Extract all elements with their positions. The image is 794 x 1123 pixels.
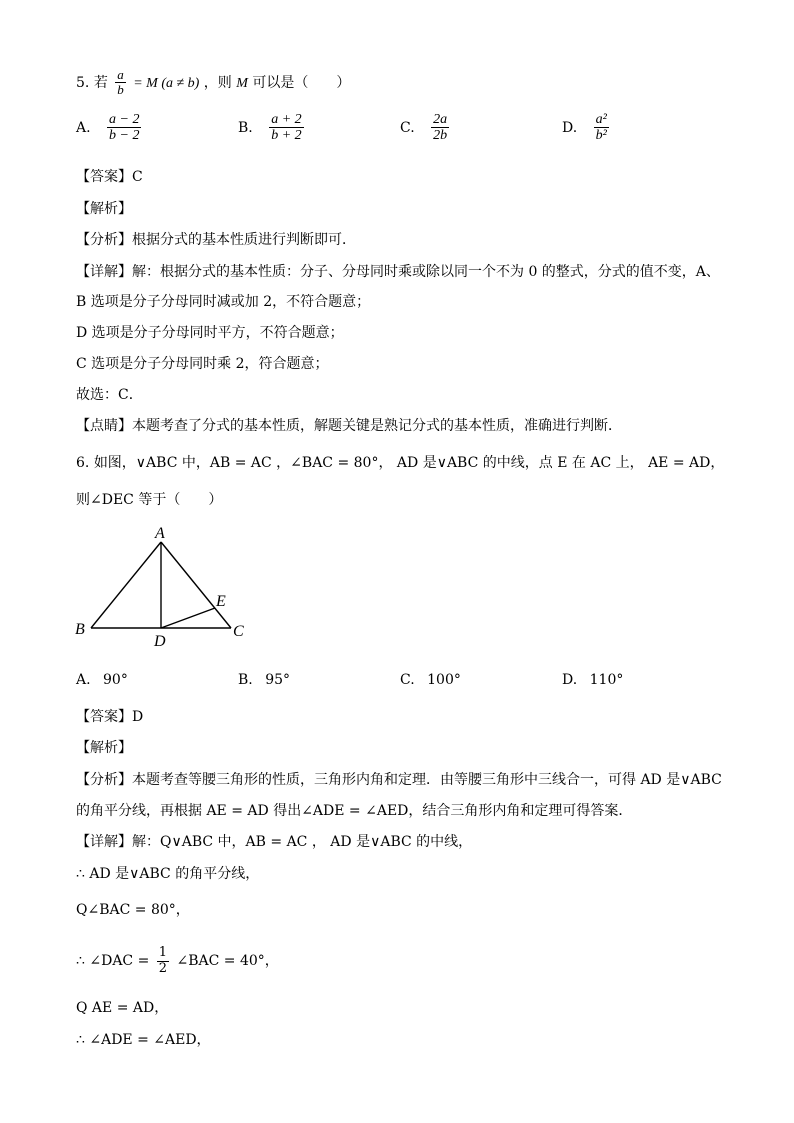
- q5-option-a-frac: [107, 112, 141, 144]
- label-d: D: [154, 633, 166, 650]
- q6-xiangjie-line4-frac-den: 2: [158, 960, 168, 976]
- q6-xiangjie-4: [76, 943, 279, 979]
- q5-option-b-den: b + 2: [271, 128, 302, 144]
- q5-xiangjie-5: 故选：C．: [76, 387, 143, 403]
- q5-option-d[interactable]: [562, 112, 612, 144]
- q6-fenxi-1: [76, 770, 722, 790]
- q5-stem: [76, 67, 351, 98]
- q5-option-b-num: a + 2: [271, 112, 302, 127]
- q6-xiangjie-tag: 【详解】: [76, 834, 132, 850]
- q6-option-c-value: 100°: [427, 672, 461, 688]
- q5-tail-var: M: [236, 75, 248, 91]
- segment-ab: [91, 542, 161, 628]
- q6-xiangjie-5: Q AE = AD，: [76, 1000, 169, 1016]
- q6-option-d-letter: D.: [562, 672, 578, 688]
- q5-fraction: [115, 68, 126, 98]
- q5-option-b[interactable]: [238, 112, 307, 144]
- q6-option-c-letter: C.: [400, 672, 415, 688]
- label-a: A: [155, 525, 165, 542]
- q6-fenxi-2: 的角平分线，再根据 AE = AD 得出∠ADE = ∠AED，结合三角形内角和定理可得答案．: [76, 803, 633, 819]
- q5-xiangjie-1: [76, 262, 720, 282]
- q5-answer: [76, 167, 143, 187]
- q6-fenxi-tag: 【分析】: [76, 772, 132, 788]
- q5-option-b-letter: B.: [238, 119, 253, 136]
- q5-dianjing: [76, 416, 622, 436]
- q5-eq-expr: = M (a ≠ b): [133, 75, 200, 91]
- q6-answer-tag: 【答案】: [76, 709, 132, 725]
- q6-option-c[interactable]: [400, 672, 461, 688]
- q5-xiangjie-tag: 【详解】: [76, 264, 132, 280]
- q5-dianjing-tag: 【点睛】: [76, 418, 132, 434]
- q5-xiangjie-line1: 解：根据分式的基本性质：分子、分母同时乘或除以同一个不为 0 的整式，分式的值不变，A、: [132, 264, 720, 280]
- q6-xiangjie-line4-prefix: ∴ ∠DAC =: [76, 953, 150, 969]
- q6-option-a[interactable]: [76, 672, 128, 688]
- q5-option-d-den: b²: [595, 128, 607, 144]
- q6-analysis-heading: [76, 738, 132, 758]
- q5-analysis-tag: 【解析】: [76, 201, 132, 217]
- q5-dianjing-text: 本题考查了分式的基本性质，解题关键是熟记分式的基本性质，准确进行判断．: [132, 418, 622, 434]
- q6-option-d-value: 110°: [589, 672, 624, 688]
- q6-option-d[interactable]: [562, 672, 623, 688]
- label-e: E: [216, 593, 226, 610]
- q5-tail-suffix: 可以是（ ）: [252, 74, 351, 91]
- q6-xiangjie-line4-frac-num: 1: [158, 945, 168, 961]
- q5-analysis-heading: [76, 199, 132, 219]
- q6-xiangjie-1: [76, 832, 472, 852]
- q6-xiangjie-line4-frac: [157, 946, 169, 976]
- segment-de: [161, 608, 215, 628]
- q5-frac-num: a: [117, 67, 124, 82]
- q6-analysis-tag: 【解析】: [76, 740, 132, 756]
- q5-option-c[interactable]: [400, 112, 452, 144]
- label-c: C: [233, 623, 244, 640]
- q5-xiangjie-3: D 选项是分子分母同时平方，不符合题意；: [76, 325, 344, 341]
- q6-option-a-value: 90°: [103, 672, 128, 688]
- q5-tail-prefix: ，则: [203, 74, 232, 91]
- q5-option-c-frac: [431, 112, 449, 144]
- label-b: B: [75, 621, 85, 638]
- q6-answer: [76, 707, 143, 727]
- q5-xiangjie-2: B 选项是分子分母同时减或加 2，不符合题意；: [76, 294, 371, 310]
- q5-fenxi-text: 根据分式的基本性质进行判断即可．: [132, 232, 356, 248]
- q5-frac-den: b: [117, 82, 124, 98]
- q5-option-d-letter: D.: [562, 119, 578, 136]
- q6-xiangjie-line4-suffix: ∠BAC = 40°，: [176, 953, 279, 969]
- q5-answer-value: C: [132, 169, 143, 185]
- q6-xiangjie-line1: 解：Q∨ABC 中，AB = AC ， AD 是∨ABC 的中线，: [132, 834, 473, 850]
- q5-fenxi: [76, 230, 356, 250]
- q6-xiangjie-3: Q∠BAC = 80°，: [76, 902, 190, 918]
- q5-lead: 若: [93, 74, 108, 91]
- q6-option-b[interactable]: [238, 672, 290, 688]
- q6-option-b-value: 95°: [265, 672, 291, 688]
- q5-option-c-num: 2a: [433, 112, 448, 127]
- q5-option-a-den: b − 2: [109, 128, 140, 144]
- q5-option-b-frac: [269, 112, 303, 144]
- q5-option-a-letter: A.: [76, 119, 91, 136]
- q6-answer-value: D: [132, 709, 144, 725]
- q6-number: 6.: [76, 455, 90, 471]
- q5-xiangjie-4: C 选项是分子分母同时乘 2，符合题意；: [76, 356, 329, 372]
- q5-number: 5.: [76, 74, 90, 91]
- q5-option-d-num: a²: [595, 112, 607, 127]
- q5-option-a-num: a − 2: [109, 112, 140, 127]
- q5-option-d-frac: [594, 112, 609, 144]
- q5-option-c-den: 2b: [433, 128, 448, 144]
- q6-stem-line1: 如图，∨ABC 中，AB = AC ，∠BAC = 80°， AD 是∨ABC 的中线，点 E 在 AC 上， AE = AD，: [93, 455, 725, 471]
- q5-option-c-letter: C.: [400, 119, 415, 136]
- q6-option-a-letter: A.: [76, 672, 91, 688]
- q6-stem-1: [76, 453, 724, 473]
- q5-option-a[interactable]: [76, 112, 144, 144]
- q6-option-b-letter: B.: [238, 672, 253, 688]
- q6-stem-2: 则∠DEC 等于（ ）: [76, 492, 223, 508]
- q6-xiangjie-2: ∴ AD 是∨ABC 的角平分线，: [76, 866, 260, 882]
- q6-fenxi-line1: 本题考查等腰三角形的性质，三角形内角和定理．由等腰三角形中三线合一，可得 AD 是∨ABC: [132, 772, 722, 788]
- q5-fenxi-tag: 【分析】: [76, 232, 132, 248]
- q5-answer-tag: 【答案】: [76, 169, 132, 185]
- q6-triangle-figure: [70, 522, 270, 652]
- q6-xiangjie-6: ∴ ∠ADE = ∠AED，: [76, 1032, 211, 1048]
